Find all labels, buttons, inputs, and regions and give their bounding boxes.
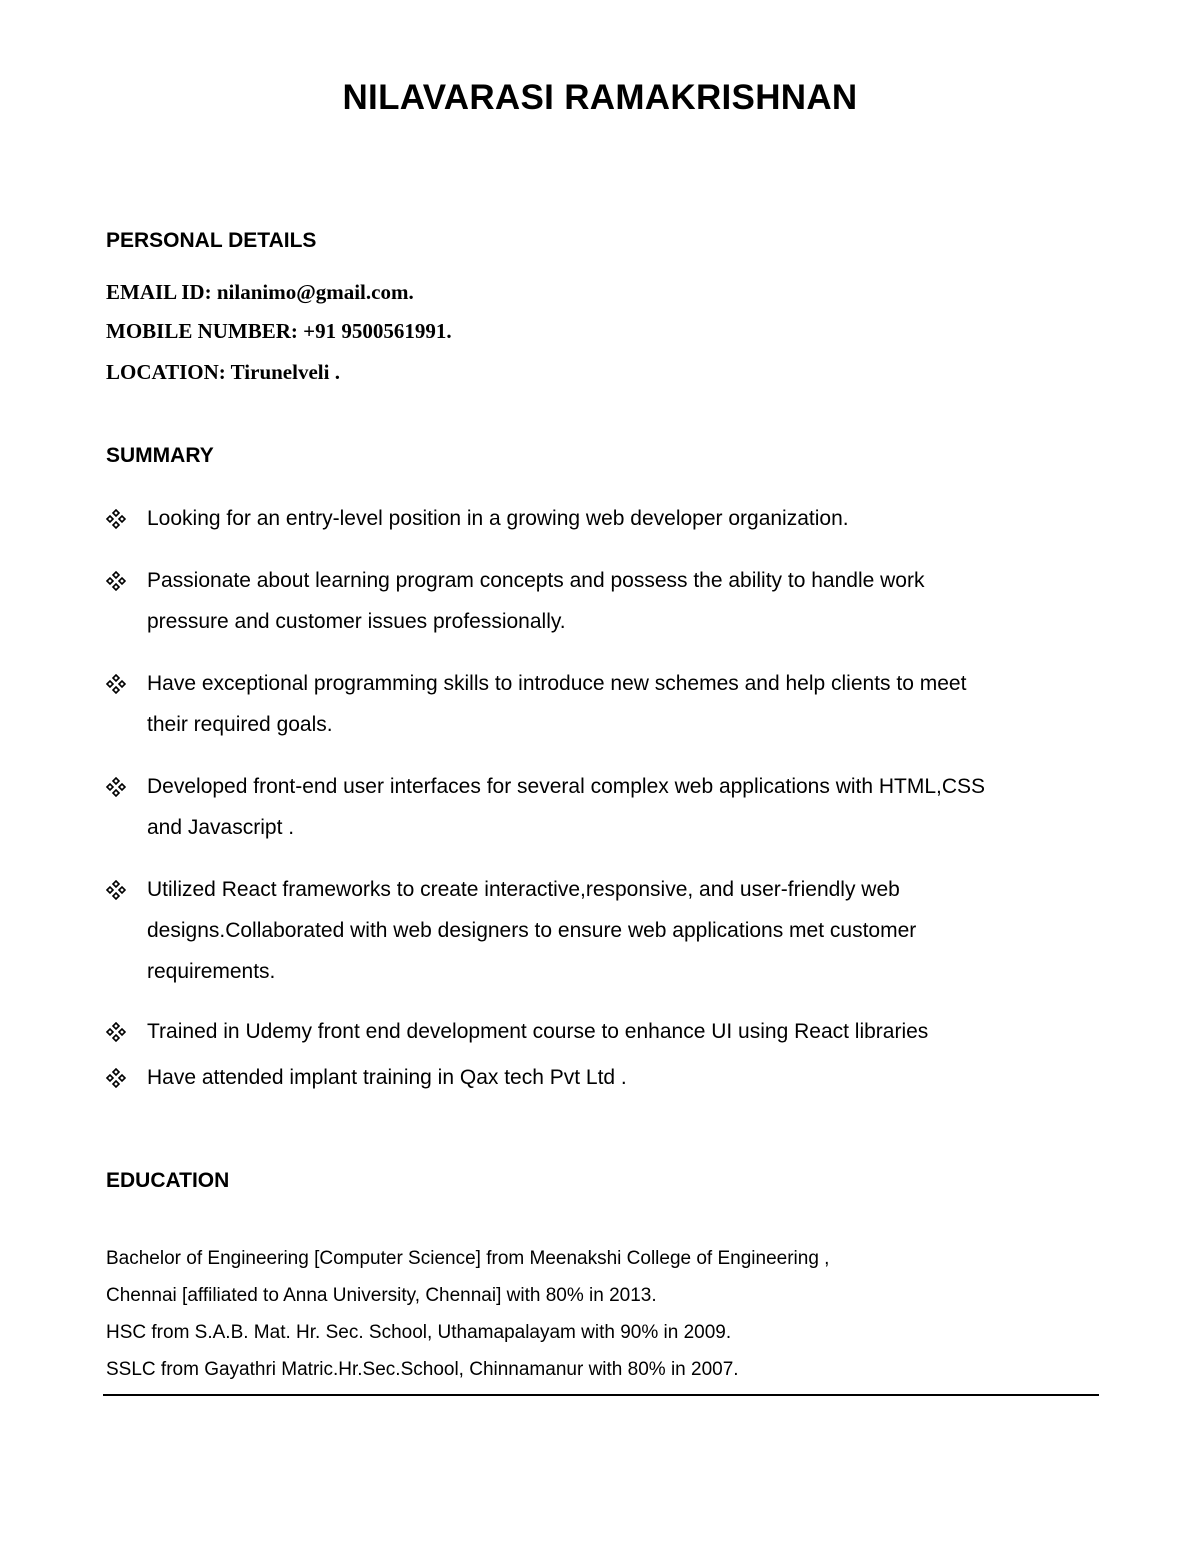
summary-item-text: Have exceptional programming skills to introduce new schemes and help clients to meet their required goals.	[147, 672, 967, 736]
summary-item	[106, 766, 1106, 848]
location-line: LOCATION: Tirunelveli .	[106, 360, 340, 384]
summary-item-text: Passionate about learning program concepts and possess the ability to handle work pressure and customer issues professionally.	[147, 569, 925, 633]
summary-item	[106, 869, 1106, 992]
four-diamond-star-icon	[106, 571, 126, 591]
summary-item	[106, 560, 1106, 642]
mobile-line: MOBILE NUMBER: +91 9500561991.	[106, 319, 452, 343]
four-diamond-star-icon	[106, 1022, 126, 1042]
four-diamond-star-icon	[106, 880, 126, 900]
bottom-divider	[103, 1394, 1099, 1396]
education-line: Bachelor of Engineering [Computer Science] from Meenakshi College of Engineering ,	[106, 1248, 830, 1269]
summary-item	[106, 663, 1106, 745]
summary-item	[106, 1011, 1106, 1052]
summary-item	[106, 498, 1106, 539]
summary-item-text: Developed front-end user interfaces for several complex web applications with HTML,CSS and Javascript .	[147, 775, 986, 839]
summary-item-text: Trained in Udemy front end development course to enhance UI using React libraries	[147, 1020, 929, 1043]
education-line: SSLC from Gayathri Matric.Hr.Sec.School, Chinnamanur with 80% in 2007.	[106, 1359, 739, 1380]
education-line: HSC from S.A.B. Mat. Hr. Sec. School, Uthamapalayam with 90% in 2009.	[106, 1322, 732, 1343]
summary-item	[106, 1057, 1106, 1098]
four-diamond-star-icon	[106, 674, 126, 694]
summary-item-text: Looking for an entry-level position in a growing web developer organization.	[147, 507, 849, 530]
summary-item-text: Utilized React frameworks to create interactive,responsive, and user-friendly web designs.Collaborated with web designers to ensure web applications met customer requirements.	[147, 878, 917, 983]
education-line: Chennai [affiliated to Anna University, Chennai] with 80% in 2013.	[106, 1285, 657, 1306]
candidate-name: NILAVARASI RAMAKRISHNAN	[342, 78, 858, 117]
four-diamond-star-icon	[106, 1068, 126, 1088]
four-diamond-star-icon	[106, 509, 126, 529]
four-diamond-star-icon	[106, 777, 126, 797]
summary-heading: SUMMARY	[106, 444, 214, 467]
education-heading: EDUCATION	[106, 1169, 230, 1192]
personal-details-heading: PERSONAL DETAILS	[106, 229, 317, 252]
email-line: EMAIL ID: nilanimo@gmail.com.	[106, 280, 414, 304]
summary-item-text: Have attended implant training in Qax tech Pvt Ltd .	[147, 1066, 627, 1089]
